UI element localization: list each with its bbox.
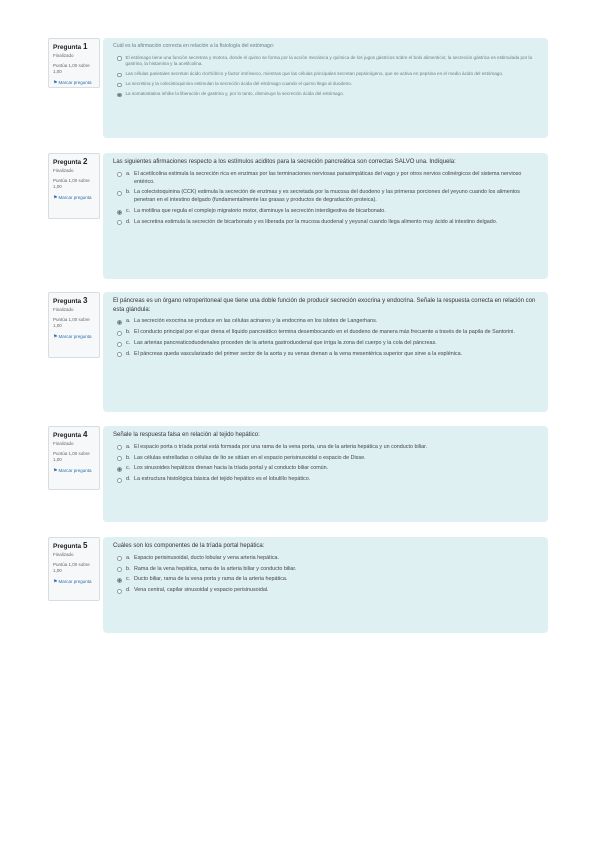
- answer-option[interactable]: a. Espacio perisinusoidal, ducto lobular y vena arteria hepática.: [117, 555, 538, 563]
- answer-list: [117, 55, 538, 98]
- radio-button[interactable]: [117, 352, 122, 357]
- radio-button[interactable]: [117, 172, 122, 177]
- question-state: Finalizado: [53, 167, 74, 173]
- flag-icon: ⚑: [53, 194, 58, 201]
- answer-option[interactable]: d. El páncreas queda vascularizado del primer sector de la aorta y su venas drenan a la vena mesentérica superior que sirve a la esplénica.: [117, 351, 538, 359]
- question-grade: Puntúa 1,00 sobre 1,00: [53, 451, 90, 463]
- answer-option[interactable]: b. Rama de la vena hepática, rama de la arteria biliar y conducto biliar.: [117, 566, 538, 574]
- question-text: Las siguientes afirmaciones respecto a los estímulos aciditos para la secreción pancreática son correctas SALVO una. Indíquela:: [113, 159, 456, 165]
- question-grade: Puntúa 1,00 sobre 1,00: [53, 63, 90, 75]
- question-number: Pregunta 3: [53, 296, 88, 305]
- answer-option[interactable]: c. Los sinusoides hepáticos drenan hacia la tríada portal y al conducto biliar común.: [117, 465, 538, 473]
- radio-button[interactable]: [117, 56, 122, 61]
- answer-option[interactable]: b. La colecistoquinina (CCK) estimula la secreción de enzimas y es secretada por la mucosa del duodeno y las primeras porciones del yeyuno cuando los alimentos penetran en el intestino delgado (fundamentalmente las grasas y productos de degradación proteica).: [117, 189, 538, 205]
- question-state: Finalizado: [53, 306, 74, 312]
- flag-question-button[interactable]: ⚑Marcar pregunta: [53, 194, 92, 201]
- answer-option[interactable]: c. Las arterias pancreaticoduodenales proceden de la arteria gastroduodenal que irriga la zona del cuerpo y la cola del páncreas.: [117, 340, 538, 348]
- radio-button[interactable]: [117, 83, 122, 88]
- radio-button[interactable]: [117, 556, 122, 561]
- answer-option[interactable]: c. Ducto biliar, rama de la vena porta y rama de la arteria hepática.: [117, 576, 538, 584]
- question-info: [48, 426, 100, 490]
- radio-button-selected[interactable]: [117, 93, 122, 98]
- question-info: [48, 38, 100, 88]
- question-number: Pregunta 1: [53, 42, 88, 51]
- question-grade: Puntúa 1,00 sobre 1,00: [53, 562, 90, 574]
- question-info: [48, 537, 100, 601]
- radio-button[interactable]: [117, 445, 122, 450]
- question-content: [103, 153, 548, 279]
- question-grade: Puntúa 1,00 sobre 1,00: [53, 317, 90, 329]
- answer-option[interactable]: d. La estructura histológica básica del tejido hepático es el lobulillo hepático.: [117, 476, 538, 484]
- answer-option[interactable]: d. Vena central, capilar sinusoidal y espacio perisinusoidal.: [117, 587, 538, 595]
- answer-option[interactable]: La somatostatina inhibe la liberación de gastrina y, por lo tanto, disminuye la secreción ácida del estómago.: [117, 91, 538, 98]
- question-info: [48, 153, 100, 219]
- question-text: El páncreas es un órgano retroperitoneal que tiene una doble función de producir secreción exocrina y endocrina. Señale la respuesta correcta en relación con esta glándula:: [113, 298, 536, 313]
- answer-option[interactable]: a. La secreción exocrina se produce en las células acinares y la endocrina en los islotes de Langerhans.: [117, 318, 538, 326]
- question-state: Finalizado: [53, 52, 74, 58]
- radio-button-selected[interactable]: [117, 210, 122, 215]
- flag-icon: ⚑: [53, 578, 58, 585]
- flag-icon: ⚑: [53, 333, 58, 340]
- flag-question-button[interactable]: ⚑Marcar pregunta: [53, 467, 92, 474]
- question-content: [103, 537, 548, 633]
- question-number: Pregunta 2: [53, 157, 88, 166]
- question-number: Pregunta 5: [53, 541, 88, 550]
- answer-list: [117, 555, 538, 595]
- answer-option[interactable]: b. Las células estrelladas o células de Ito se sitúan en el espacio perisinusoidal o espacio de Disse.: [117, 455, 538, 463]
- answer-option[interactable]: b. El conducto principal por el que drena el líquido pancreático termina desembocando en el duodeno de manera más frecuente a través de la papila de Santorini.: [117, 329, 538, 337]
- radio-button[interactable]: [117, 342, 122, 347]
- question-info: [48, 292, 100, 358]
- radio-button[interactable]: [117, 331, 122, 336]
- question-number: Pregunta 4: [53, 430, 88, 439]
- answer-option[interactable]: Las células parietales secretan ácido clorhídrico y factor intrínseco, mientras que las células principales secretan pepsinógeno, que se activa en pepsina en el medio ácido del estómago.: [117, 71, 538, 78]
- question-text: Cuáles son los componentes de la tríada portal hepática:: [113, 543, 265, 549]
- radio-button[interactable]: [117, 220, 122, 225]
- radio-button-selected[interactable]: [117, 578, 122, 583]
- question-state: Finalizado: [53, 440, 74, 446]
- question-content: [103, 426, 548, 522]
- answer-option[interactable]: La secretina y la colecistoquinina estimulan la secreción ácida del estómago cuando el quimo llega al duodeno.: [117, 81, 538, 88]
- flag-icon: ⚑: [53, 467, 58, 474]
- flag-question-button[interactable]: ⚑Marcar pregunta: [53, 79, 92, 86]
- flag-icon: ⚑: [53, 79, 58, 86]
- radio-button[interactable]: [117, 191, 122, 196]
- flag-question-button[interactable]: ⚑Marcar pregunta: [53, 578, 92, 585]
- radio-button-selected[interactable]: [117, 467, 122, 472]
- flag-question-button[interactable]: ⚑Marcar pregunta: [53, 333, 92, 340]
- question-grade: Puntúa 1,00 sobre 1,00: [53, 178, 90, 190]
- answer-option[interactable]: a. El espacio porta o tríada portal está formada por una rama de la vena porta, una de la arteria hepática y un conducto biliar.: [117, 444, 538, 452]
- question-content: [103, 292, 548, 412]
- answer-list: [117, 318, 538, 358]
- question-content: [103, 38, 548, 138]
- radio-button[interactable]: [117, 73, 122, 78]
- answer-option[interactable]: a. El acetilcolina estimula la secreción rica en enzimas por las terminaciones nerviosas parasimpáticas del vago y por otros nervios colinérgicos del sistema nervioso entérico.: [117, 171, 538, 187]
- question-state: Finalizado: [53, 551, 74, 557]
- answer-option[interactable]: El estómago tiene una función secretora y motora, donde el quimo se forma por la acción mecánica y química de los jugos gástricos sobre el bolo alimenticio; la secreción gástrica es estimulada por la gastrina, la histamina y la acetilcolina.: [117, 55, 538, 69]
- question-text: Cuál es la afirmación correcta en relación a la fisiología del estómago:: [113, 43, 275, 49]
- radio-button-selected[interactable]: [117, 320, 122, 325]
- radio-button[interactable]: [117, 567, 122, 572]
- answer-option[interactable]: d. La secretina estimula la secreción de bicarbonato y es liberada por la mucosa duodenal y yeyunal cuando llega alimento muy ácido al intestino delgado.: [117, 219, 538, 227]
- answer-option[interactable]: c. La motilina que regula el complejo migratorio motor, disminuye la secreción interdigestiva de bicarbonato.: [117, 208, 538, 216]
- radio-button[interactable]: [117, 456, 122, 461]
- answer-list: [117, 444, 538, 484]
- question-text: Señale la respuesta falsa en relación al tejido hepático:: [113, 432, 260, 438]
- radio-button[interactable]: [117, 478, 122, 483]
- answer-list: [117, 171, 538, 227]
- radio-button[interactable]: [117, 589, 122, 594]
